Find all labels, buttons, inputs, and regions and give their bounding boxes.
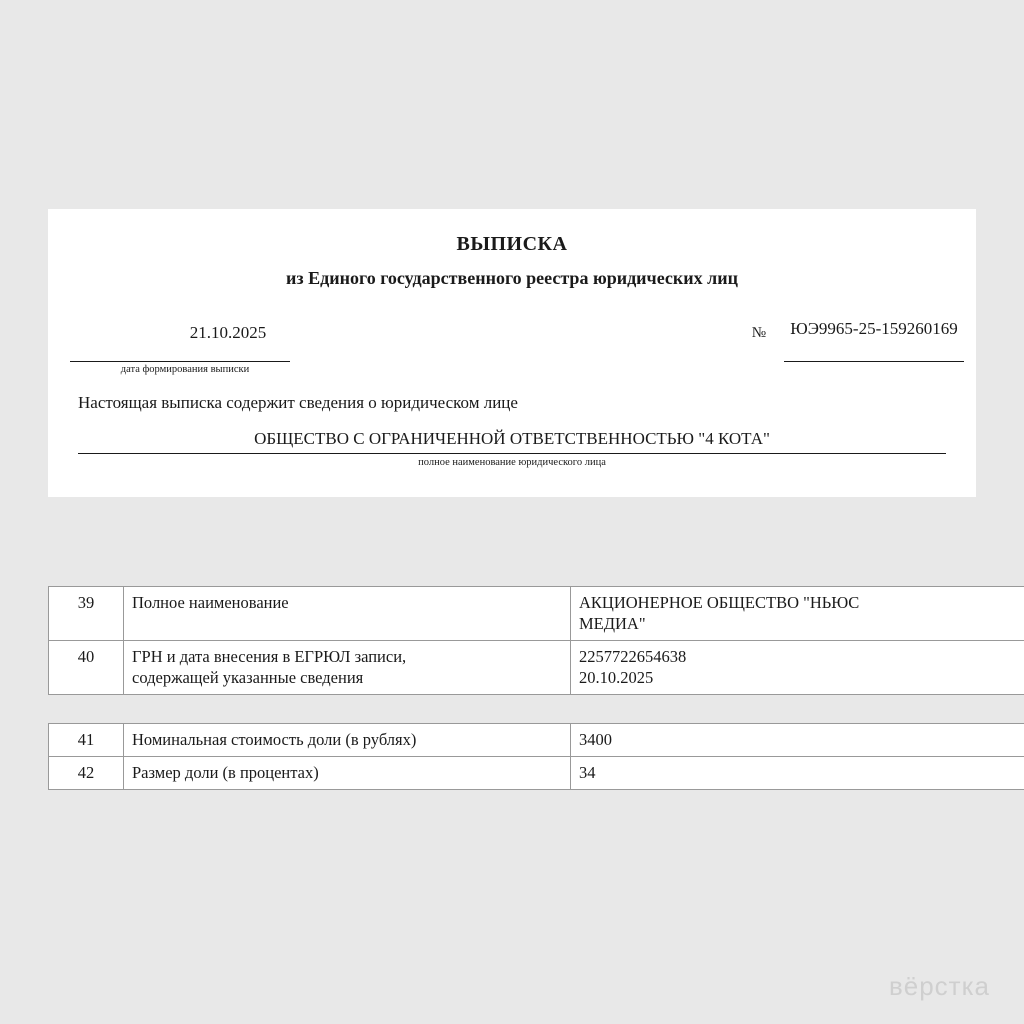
formation-date-caption: дата формирования выписки <box>120 364 250 375</box>
document-number-label: № <box>751 325 766 341</box>
watermark: вёрстка <box>888 971 990 1001</box>
row-label-line-1: ГРН и дата внесения в ЕГРЮЛ записи, <box>132 647 407 666</box>
document-title: ВЫПИСКА <box>456 233 568 255</box>
row-number: 39 <box>49 587 124 641</box>
row-label: Размер доли (в процентах) <box>124 757 571 790</box>
row-value: 34 <box>571 757 1024 790</box>
row-value <box>571 641 1024 695</box>
document-subtitle: из Единого государственного реестра юридических лиц <box>286 268 738 288</box>
row-label: Полное наименование <box>124 587 571 641</box>
row-value-line-2: 20.10.2025 <box>579 668 654 687</box>
entity-full-name: ОБЩЕСТВО С ОГРАНИЧЕННОЙ ОТВЕТСТВЕННОСТЬЮ "4 КОТА" <box>78 429 946 454</box>
document-number-rule <box>784 361 964 362</box>
document-number-value: ЮЭ9965-25-159260169 <box>790 319 958 338</box>
row-value-line-1: 2257722654638 <box>579 647 687 666</box>
row-label <box>124 641 571 695</box>
row-value: 3400 <box>571 724 1024 757</box>
document-header-card <box>48 209 976 497</box>
table-row <box>49 641 1024 695</box>
table-row <box>49 757 1024 790</box>
row-value-line-1: АКЦИОНЕРНОЕ ОБЩЕСТВО "НЬЮС <box>579 593 860 612</box>
registry-table-bottom <box>48 723 976 790</box>
row-number: 42 <box>49 757 124 790</box>
entity-name-caption: полное наименование юридического лица <box>418 457 606 468</box>
formation-date: 21.10.2025 <box>189 323 267 342</box>
document-meta-row <box>48 319 976 385</box>
row-value <box>571 587 1024 641</box>
table-row <box>49 724 1024 757</box>
entity-block <box>48 429 976 468</box>
row-label: Номинальная стоимость доли (в рублях) <box>124 724 571 757</box>
table-row <box>49 587 1024 641</box>
row-label-line-2: содержащей указанные сведения <box>132 668 364 687</box>
row-number: 40 <box>49 641 124 695</box>
row-value-line-2: МЕДИА" <box>579 614 646 633</box>
formation-date-rule <box>70 361 290 362</box>
row-number: 41 <box>49 724 124 757</box>
registry-table-top <box>48 586 976 695</box>
contains-statement: Настоящая выписка содержит сведения о юридическом лице <box>78 393 518 412</box>
